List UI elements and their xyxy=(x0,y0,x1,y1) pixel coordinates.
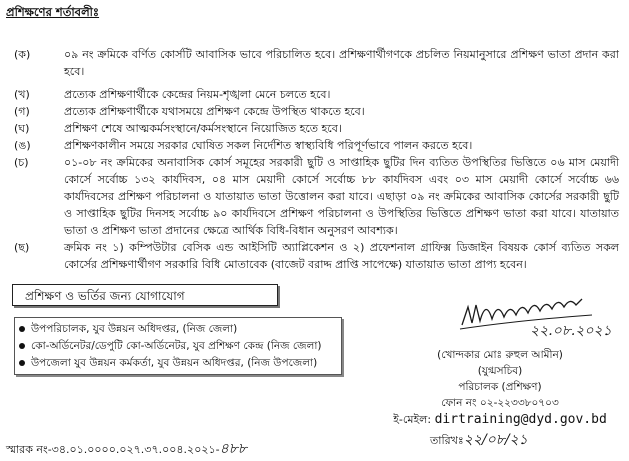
term-text: প্রত্যেক প্রশিক্ষণার্থীকে যথাসময়ে প্রশিক্ষণ কেন্দ্রে উপস্থিত থাকতে হবে। xyxy=(64,105,365,118)
term-text: প্রত্যেক প্রশিক্ষণার্থীকে কেন্দ্রের নিয়ম-শৃঙ্খলা মেনে চলতে হবে। xyxy=(64,88,331,101)
term-item xyxy=(14,120,619,137)
bullet-icon xyxy=(19,343,25,349)
term-marker: (গ) xyxy=(14,105,30,118)
term-text: ০১-০৮ নং ক্রমিকের অনাবাসিক কোর্স সমূহের সরকারী ছুটি ও সাপ্তাহিক ছুটির দিন ব্যতিত উপস্থিতির ভিত্তিতে ০৬ মাস মেয়াদী কোর্সে সর্বোচ্চ ১৩২ কার্যদিবস, ০৪ মাস মেয়াদী কোর্সে সর্বোচ্চ ৮৮ কার্যদিবস এবং ০৩ মাস মেয়াদী কোর্সে সর্বোচ্চ ৬৬ কার্যদিবসের প্রশিক্ষণ পরিচালনা ও যাতায়াত ভাতা উত্তোলন করা যাবে। এছাড়া ০৯ নং ক্রমিকের আবাসিক কোর্সের সরকারী ছুটি ও সাপ্তাহিক ছুটির দিনসহ সর্বোচ্চ ৯০ কার্যদিবসে প্রশিক্ষণ পরিচালনা ও উপস্থিতির ভিত্তিতে প্রশিক্ষণ ভাতা করা যাবে। যাতায়াত ভাতা ও প্রশিক্ষণ ভাতা প্রদানের ক্ষেত্রে আর্থিক বিধি-বিধান অনুসরণ আবশ্যক। xyxy=(64,156,619,237)
term-text: প্রশিক্ষণ শেষে আত্মকর্মসংস্থানে/কর্মসংস্থানে নিয়োজিত হতে হবে। xyxy=(64,122,342,135)
date-line xyxy=(430,428,528,452)
date-value: ২২/০৮/২১ xyxy=(463,432,528,448)
term-item xyxy=(14,154,619,239)
contact-text: উপজেলা যুব উন্নয়ন কর্মকর্তা, যুব উন্নয়ন অধিদপ্তর, (নিজ উপজেলা) xyxy=(31,357,318,369)
contact-heading-box: প্রশিক্ষণ ও ভর্তির জন্য যোগাযোগ xyxy=(12,284,278,306)
signature-date: ২২.০৮.২০২১ xyxy=(530,323,612,339)
email-link[interactable]: dirtraining@dyd.gov.bd xyxy=(434,412,607,427)
term-marker: (ক) xyxy=(14,48,31,61)
terms-list xyxy=(14,46,619,273)
contact-text: কো-অর্ডিনেটর/ডেপুটি কো-অর্ডিনেটর, যুব প্রশিক্ষণ কেন্দ্র (নিজ জেলা) xyxy=(31,340,322,352)
list-item xyxy=(19,321,337,338)
term-item xyxy=(14,137,619,154)
signatory-name: (খোন্দকার মোঃ রুহুল আমীন) xyxy=(437,349,563,361)
term-marker: (ঙ) xyxy=(14,139,31,152)
term-marker: (ঘ) xyxy=(14,122,30,135)
term-item xyxy=(14,239,619,273)
list-item xyxy=(19,338,337,355)
bullet-icon xyxy=(19,326,25,332)
term-item xyxy=(14,103,619,120)
contact-list xyxy=(14,317,342,375)
terms-heading: প্রশিক্ষণের শর্তাবলীঃ xyxy=(6,5,100,19)
term-text: ০৯ নং ক্রমিকে বর্ণিত কোর্সটি আবাসিক ভাবে পরিচালিত হবে। প্রশিক্ষণার্থীগণকে প্রচলিত নিয়মানুসারে প্রশিক্ষণ ভাতা প্রদান করা হবে। xyxy=(64,48,619,78)
term-item xyxy=(14,86,619,103)
term-marker: (চ) xyxy=(14,156,29,169)
signatory-rank: (যুগ্মসচিব) xyxy=(477,365,523,377)
bullet-icon xyxy=(19,360,25,366)
handwritten-signature xyxy=(452,285,622,340)
memo-number xyxy=(6,437,247,461)
term-marker: (খ) xyxy=(14,88,30,101)
term-marker: (ছ) xyxy=(14,241,30,254)
memo-handwritten: ৪৮৮ xyxy=(219,441,247,457)
signatory-title: পরিচালক (প্রশিক্ষণ) xyxy=(458,381,542,393)
signatory-phone: ফোন নং ০২-২২৩৩৮০৭০৩ xyxy=(441,397,559,409)
date-label: তারিখঃ xyxy=(430,434,464,447)
term-item xyxy=(14,46,619,86)
term-text: প্রশিক্ষণকালীন সময়ে সরকার ঘোষিত সকল নির্দেশিত স্বাস্থ্যবিধি পরিপূর্ণভাবে পালন করতে হবে। xyxy=(64,139,473,152)
contact-text: উপপরিচালক, যুব উন্নয়ন অধিদপ্তর, (নিজ জেলা) xyxy=(31,323,238,335)
signatory-block xyxy=(380,347,620,411)
email-label: ই-মেইল: xyxy=(393,413,432,426)
memo-label: স্মারক নং-৩৪.০১.০০০০.০২৭.৩৭.০০৪.২০২১- xyxy=(6,443,220,456)
term-text: ক্রমিক নং ১) কম্পিউটার বেসিক এন্ড আইসিটি অ্যাপ্লিকেশন ও ২) প্রফেশনাল গ্রাফিক্স ডিজাইন বিষয়ক কোর্স ব্যতিত সকল কোর্সের প্রশিক্ষণার্থীগণ সরকারি বিধি মোতাবেক (বাজেট বরাদ্দ প্রাপ্তি সাপেক্ষে) যাতায়াত ভাতা প্রাপ্য হবেন। xyxy=(64,241,619,271)
list-item xyxy=(19,355,337,372)
